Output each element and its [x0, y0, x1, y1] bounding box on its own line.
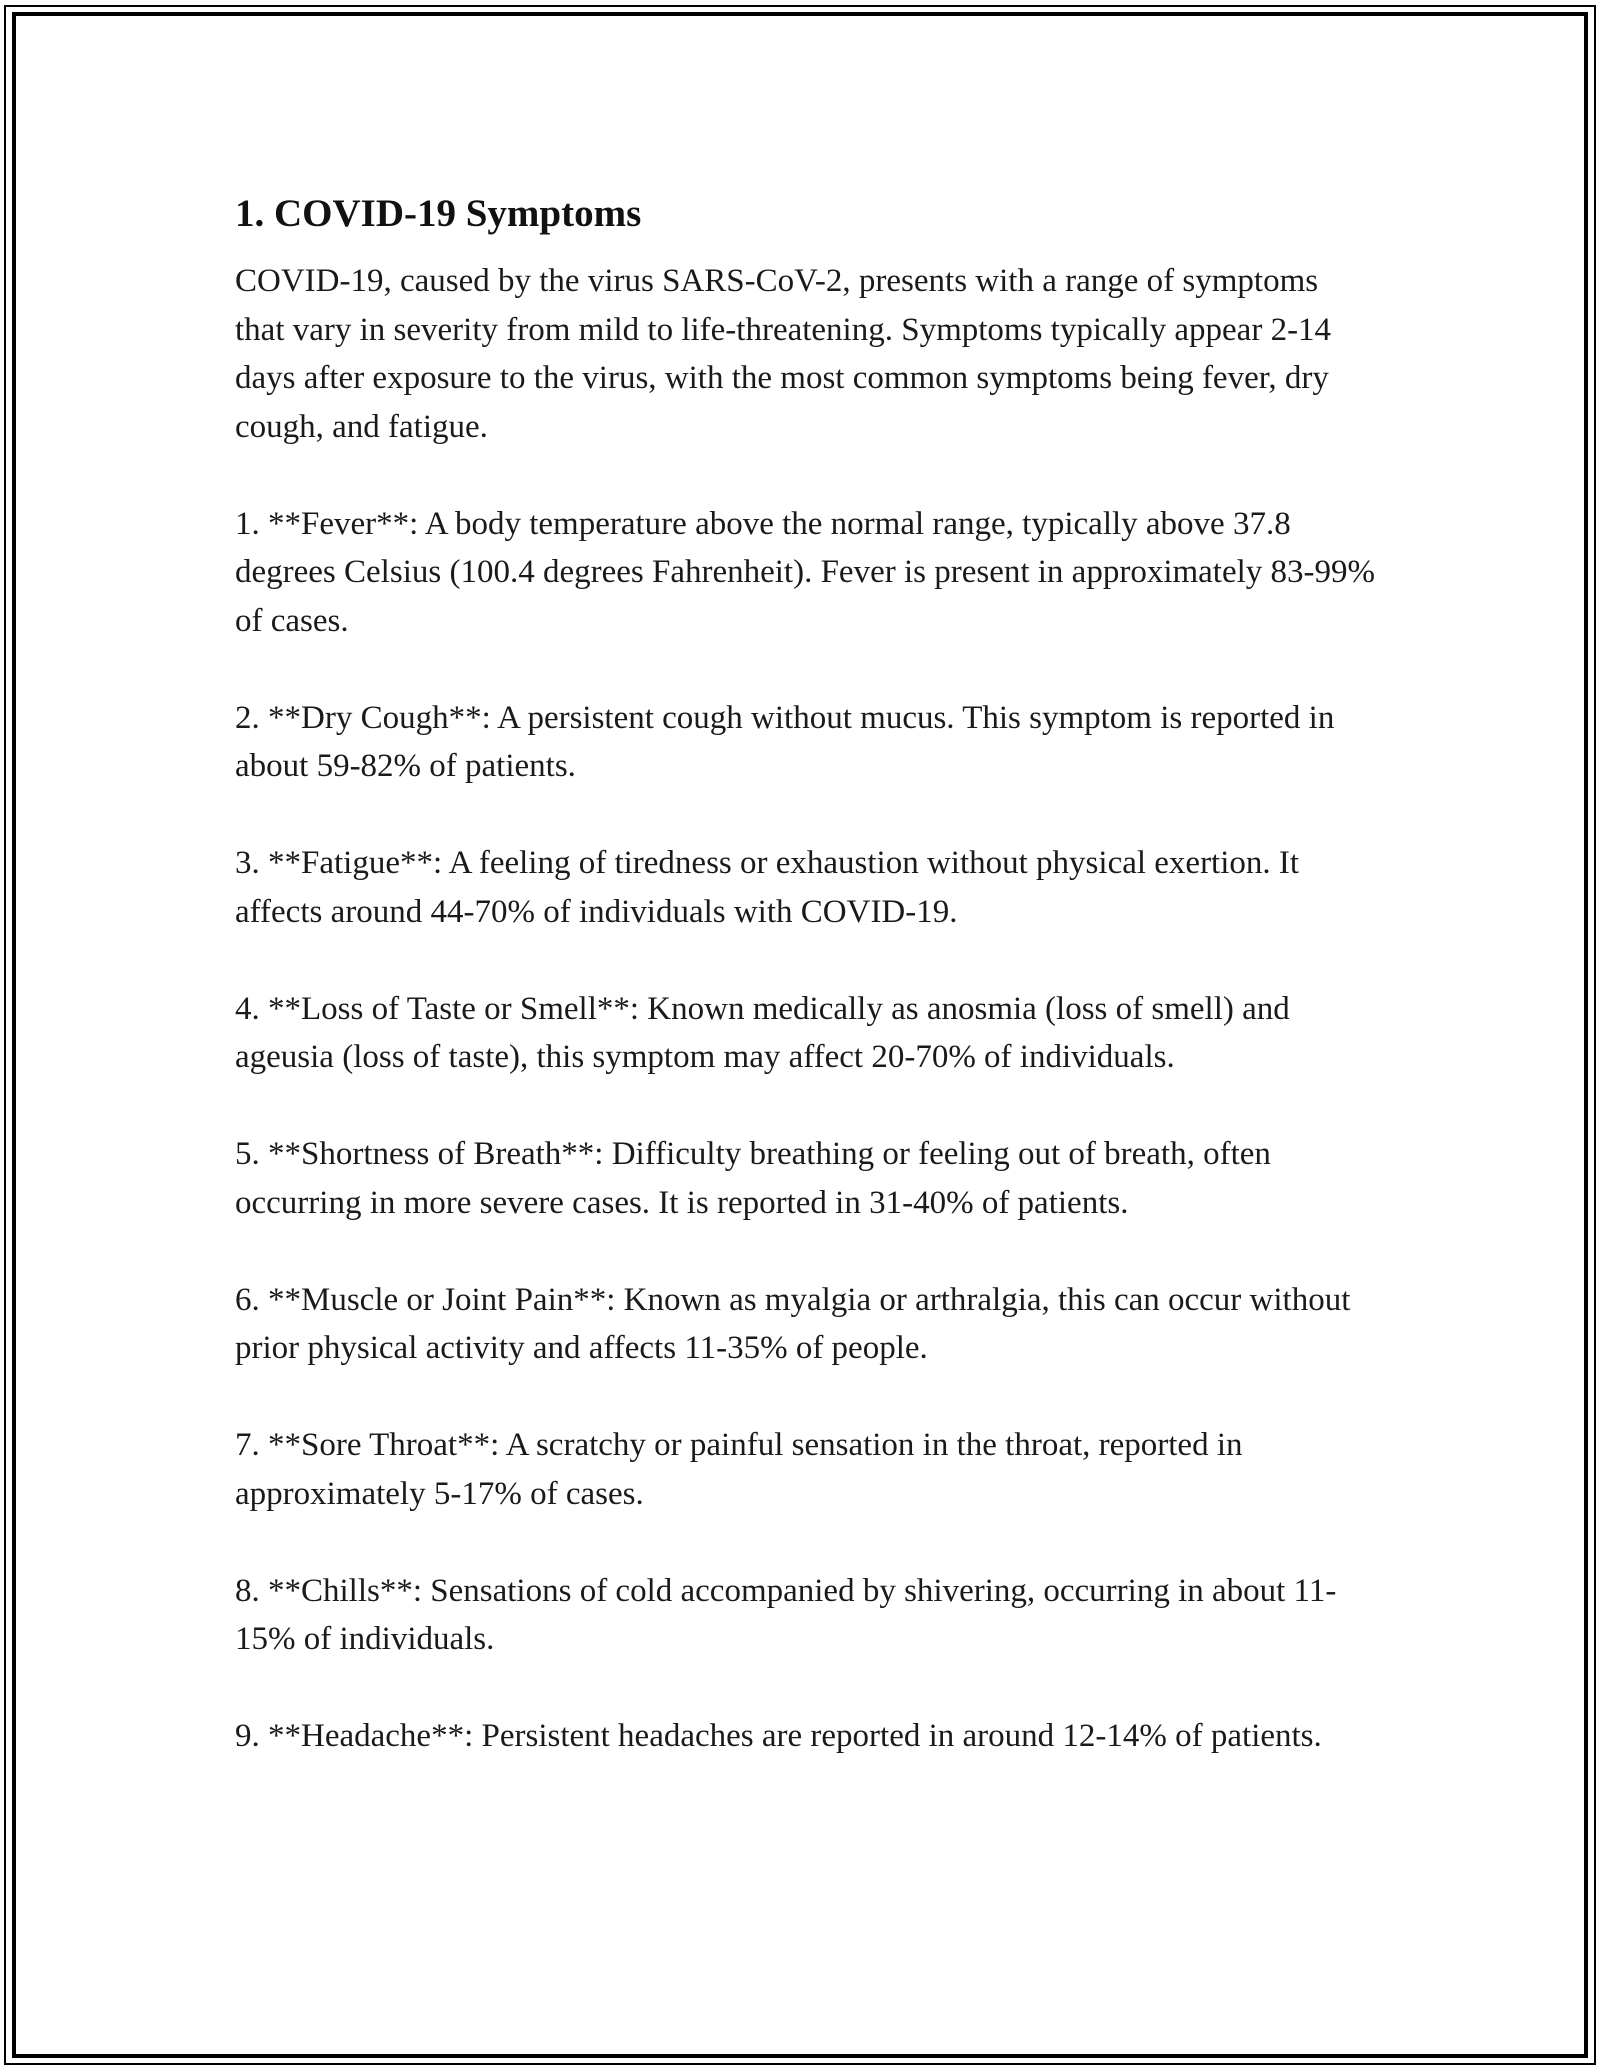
symptom-item-sore-throat: 7. **Sore Throat**: A scratchy or painful sensation in the throat, reported in approximately 5-17% of cases.	[235, 1427, 1243, 1512]
symptom-item-fatigue: 3. **Fatigue**: A feeling of tiredness or exhaustion without physical exertion. It affects around 44-70% of individuals with COVID-19.	[235, 845, 1300, 930]
symptom-item-dry-cough: 2. **Dry Cough**: A persistent cough without mucus. This symptom is reported in about 59-82% of patients.	[235, 699, 1335, 784]
symptom-item-fever: 1. **Fever**: A body temperature above the normal range, typically above 37.8 degrees Celsius (100.4 degrees Fahrenheit). Fever is present in approximately 83-99% of cases.	[235, 505, 1376, 639]
symptom-item-headache: 9. **Headache**: Persistent headaches are reported in around 12-14% of patients.	[235, 1718, 1322, 1754]
section-heading: 1. COVID-19 Symptoms	[235, 192, 642, 235]
document-body	[235, 185, 1375, 1809]
intro-paragraph: COVID-19, caused by the virus SARS-CoV-2, presents with a range of symptoms that vary in severity from mild to life-threatening. Symptoms typically appear 2-14 days after exposure to the virus, with the most common symptoms being fever, dry cough, and fatigue.	[235, 263, 1332, 445]
symptom-item-loss-of-taste-or-smell: 4. **Loss of Taste or Smell**: Known medically as anosmia (loss of smell) and ageusia (loss of taste), this symptom may affect 20-70% of individuals.	[235, 990, 1290, 1075]
symptom-item-muscle-or-joint-pain: 6. **Muscle or Joint Pain**: Known as myalgia or arthralgia, this can occur without prior physical activity and affects 11-35% of people.	[235, 1281, 1351, 1366]
symptom-item-shortness-of-breath: 5. **Shortness of Breath**: Difficulty breathing or feeling out of breath, often occurring in more severe cases. It is reported in 31-40% of patients.	[235, 1136, 1271, 1221]
symptom-item-chills: 8. **Chills**: Sensations of cold accompanied by shivering, occurring in about 11-15% of individuals.	[235, 1572, 1337, 1657]
